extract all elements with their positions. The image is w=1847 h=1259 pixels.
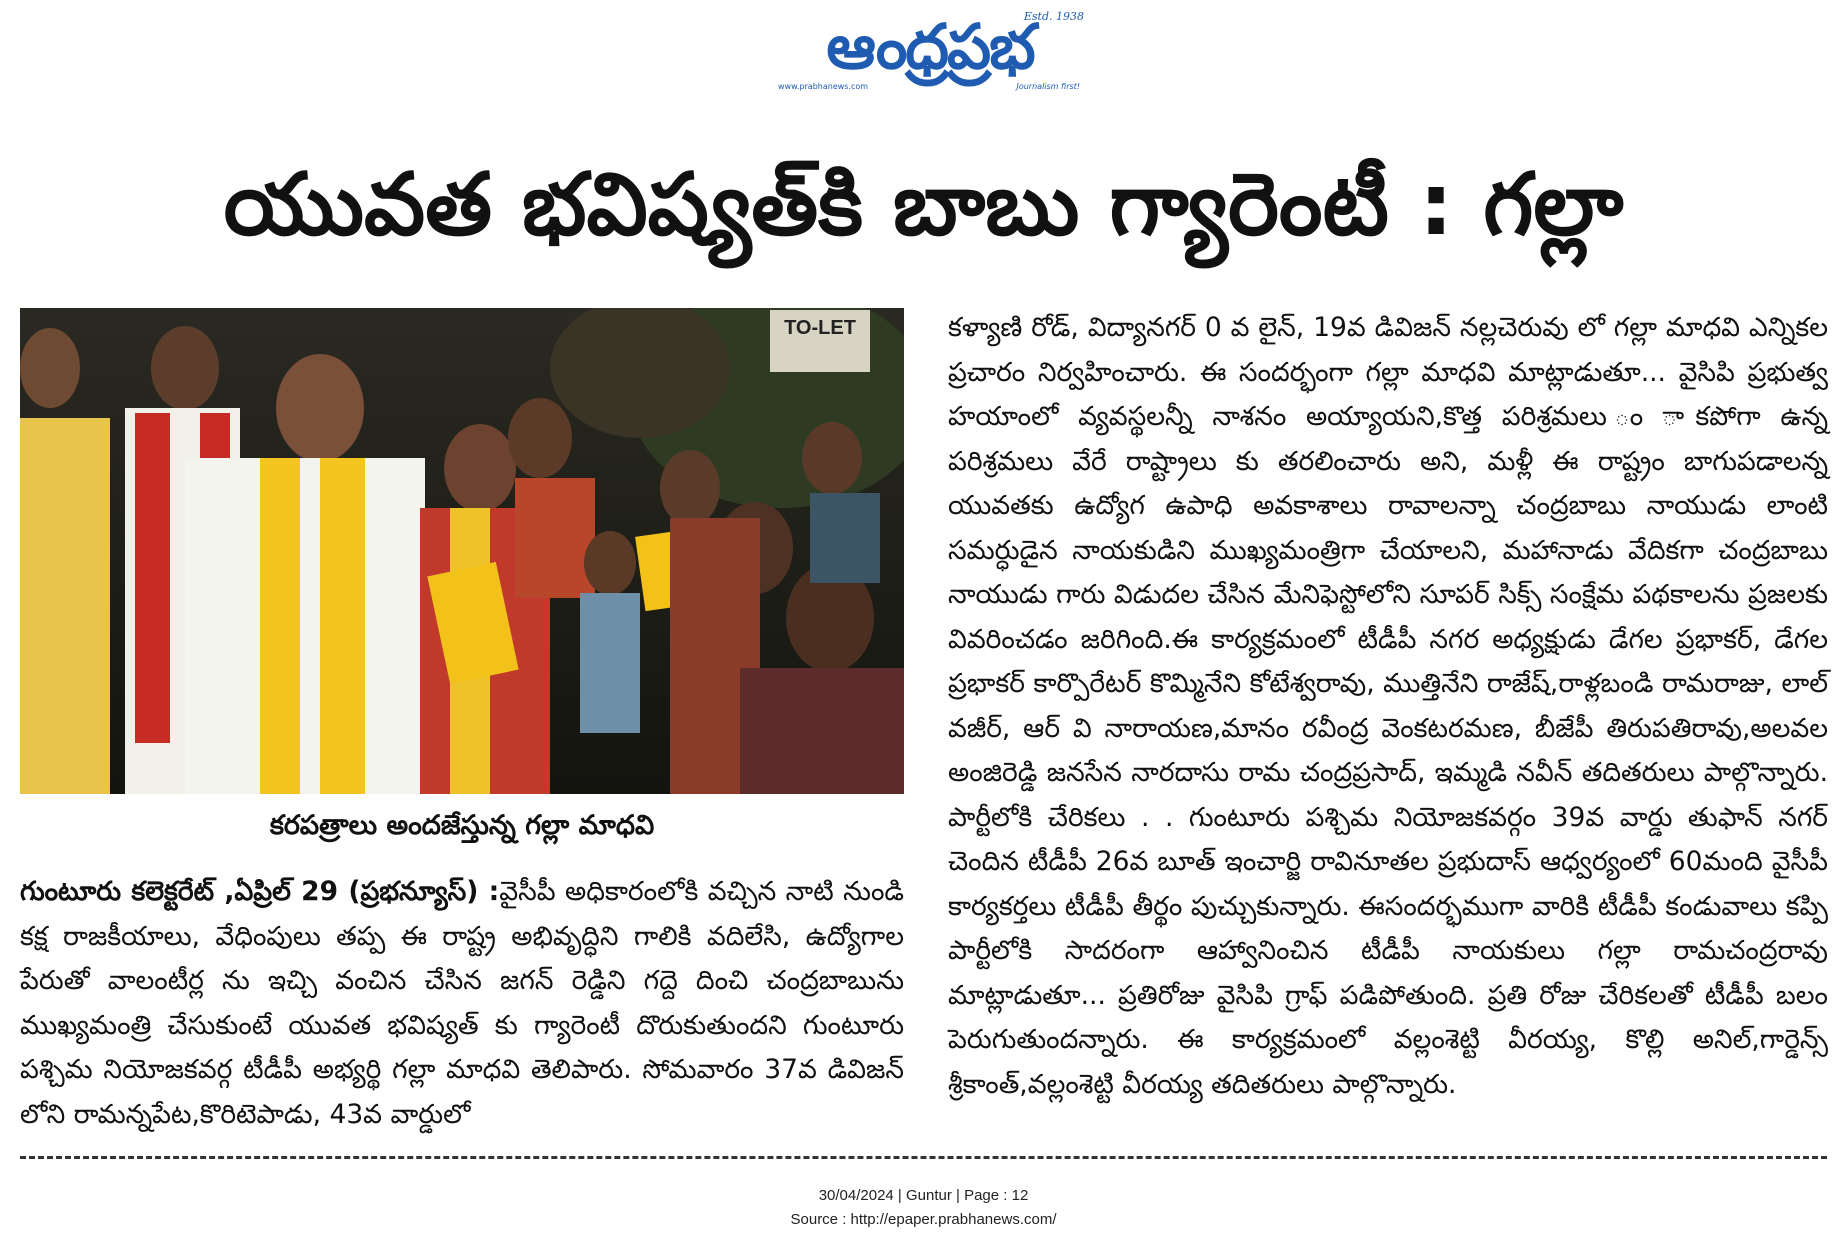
article-headline: యువత భవిష్యత్‌కి బాబు గ్యారెంటీ : గల్లా xyxy=(223,155,1624,255)
article-dateline: గుంటూరు కలెక్టరేట్ ,ఏప్రిల్ 29 (ప్రభన్యూస్) : xyxy=(20,876,500,907)
article-body-right: కళ్యాణి రోడ్, విద్యానగర్ 0 వ లైన్, 19వ డివిజన్ నల్లచెరువు లో గల్లా మాధవి ఎన్నికల ప్రచారం నిర్వహించారు. ఈ సందర్భంగా గల్లా మాధవి మాట్లాడుతూ... వైసిపి ప్రభుత్వ హయాంలో వ్యవస్థలన్నీ నాశనం అయ్యాయని,కొత్త పరిశ్రమలు ం ాకపోగా ఉన్న పరిశ్రమలు వేరే రాష్ట్రాలు కు తరలించారు అని, మళ్లీ ఈ రాష్ట్రం బాగుపడాలన్న యువతకు ఉద్యోగ ఉపాధి అవకాశాలు రావాలన్నా చంద్రబాబు నాయుడు లాంటి సమర్ధుడైన నాయకుడిని ముఖ్యమంత్రిగా చేయాలని, మహానాడు వేదికగా చంద్రబాబు నాయుడు గారు విడుదల చేసిన మేనిఫెస్టోలోని సూపర్ సిక్స్ సంక్షేమ పథకాలను ప్రజలకు వివరించడం జరిగింది.ఈ కార్యక్రమంలో టీడీపీ నగర అధ్యక్షుడు డేగల ప్రభాకర్, డేగల ప్రభాకర్ కార్పొరేటర్ కొమ్మినేని కోటేశ్వరావు, ముత్తినేని రాజేష్,రాళ్లబండి రామరాజు, లాల్ వజీర్, ఆర్ వి నారాయణ,మానం రవీంద్ర వెంకటరమణ, బీజేపీ తిరుపతిరావు,అలవల అంజిరెడ్డి జనసేన నారదాసు రామ చంద్రప్రసాద్, ఇమ్మడి నవీన్ తదితరులు పాల్గొన్నారు. పార్టీలోకి చేరికలు . . గుంటూరు పశ్చిమ నియోజకవర్గం 39వ వార్డు తుఫాన్ నగర్ చెందిన టీడీపీ 26వ బూత్ ఇంచార్జి రావినూతల ప్రభుదాస్ ఆధ్వర్యంలో 60మంది వైసీపీ కార్యకర్తలు టీడీపీ తీర్థం పుచ్చుకున్నారు. ఈసందర్భముగా వారికి టీడీపీ కండువాలు కప్పి పార్టీలోకి సాదరంగా ఆహ్వానించిన టీడీపీ నాయకులు గల్లా రామచంద్రరావు మాట్లాడుతూ... ప్రతిరోజు వైసిపి గ్రాఫ్ పడిపోతుంది. ప్రతి రోజు చేరికలతో టీడీపీ బలం పెరుగుతుందన్నారు. ఈ కార్యక్రమంలో వల్లంశెట్టి వీరయ్య, కొల్లి అనిల్,గార్డెన్స్ శ్రీకాంత్,వల్లంశెట్టి వీరయ్య తదితరులు పాల్గొన్నారు. xyxy=(948,312,1828,1100)
article-column-left xyxy=(20,870,904,1137)
article-body-left: వైసీపీ అధికారంలోకి వచ్చిన నాటి నుండి కక్ష రాజకీయాలు, వేధింపులు తప్ప ఈ రాష్ట్ర అభివృద్ధిని గాలికి వదిలేసి, ఉద్యోగాల పేరుతో వాలంటీర్ల ను ఇచ్చి వంచిన చేసిన జగన్ రెడ్డిని గద్దె దించి చంద్రబాబును ముఖ్యమంత్రి చేసుకుంటే యువత భవిష్యత్ కు గ్యారెంటీ దొరుకుతుందని గుంటూరు పశ్చిమ నియోజకవర్గ టీడీపీ అభ్యర్థి గల్లా మాధవి తెలిపారు. సోమవారం 37వ డివిజన్ లోని రామన్నపేట,కొరిటెపాడు, 43వ వార్డులో xyxy=(20,876,904,1130)
logo-wordmark: ఆంధ్రప్రభ xyxy=(826,10,1034,83)
photo-scene xyxy=(20,308,904,794)
logo-established: Estd. 1938 xyxy=(1023,10,1084,23)
logo-website: www.prabhanews.com xyxy=(778,82,869,91)
article-column-right xyxy=(948,306,1828,1107)
article-paragraph-left xyxy=(20,870,904,1137)
edition-info: 30/04/2024 | Guntur | Page : 12 xyxy=(818,1187,1029,1204)
newspaper-logo xyxy=(770,10,1090,100)
source-link[interactable]: Source : http://epaper.prabhanews.com/ xyxy=(790,1211,1057,1228)
logo-tagline: Journalism first! xyxy=(1016,82,1080,91)
footer xyxy=(0,1184,1847,1232)
signboard-text: TO-LET xyxy=(784,317,856,339)
masthead xyxy=(0,0,1847,110)
news-photo xyxy=(20,308,904,794)
photo-caption: కరపత్రాలు అందజేస్తున్న గల్లా మాధవి xyxy=(269,810,655,841)
page-divider xyxy=(20,1156,1827,1159)
